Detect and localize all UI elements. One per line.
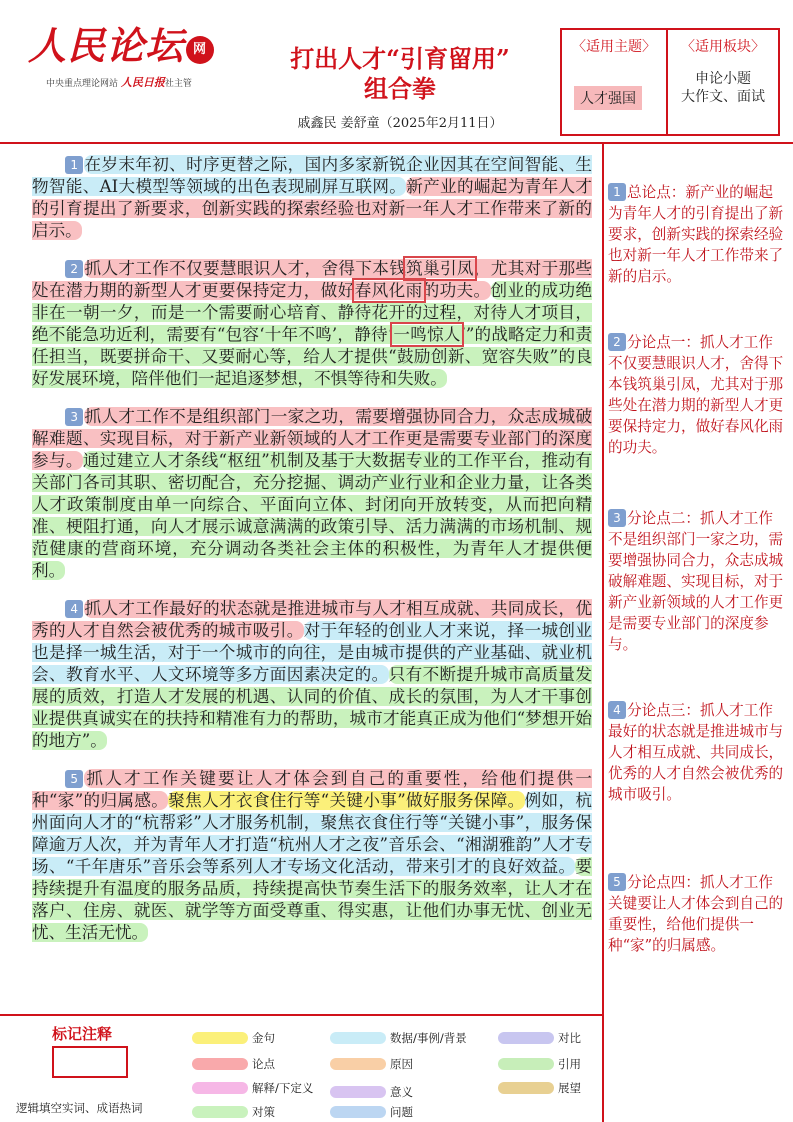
paragraph-3: [32, 406, 592, 582]
legend-item: [330, 1084, 413, 1100]
paragraph-number-badge: 5: [65, 770, 83, 788]
legend-item: [330, 1056, 413, 1072]
paragraph-number-badge: 3: [65, 408, 83, 426]
paragraph-1: [32, 154, 592, 242]
legend-swatch: [498, 1058, 554, 1070]
legend-label: 解释/下定义: [252, 1081, 314, 1095]
sidebar-point: [608, 700, 786, 805]
text-run: ，尤其对于那些处在潜力期的新型人才更要保持定力，做好: [32, 259, 593, 300]
tag-theme-label: 〈适用主题〉: [572, 39, 656, 55]
logo-sub-paper: 人民日报: [120, 76, 165, 89]
tag-section-value: [668, 70, 778, 106]
legend-item: [192, 1104, 275, 1120]
legend-label: 数据/事例/背景: [390, 1031, 467, 1045]
legend-item: [192, 1080, 313, 1096]
legend-swatch: [330, 1032, 386, 1044]
sidebar-point: [608, 508, 786, 655]
argument-highlight: 抓人才工作不是组织部门一家之功，需要增强协同合力，众志成城破解难题、实现目标，对于新产业新领域的人才工作更是需要专业部门的深度参与。: [32, 407, 592, 470]
legend-swatch: [330, 1106, 386, 1118]
golden-sentence-highlight: 聚焦人才衣食住行等“关键小事”做好服务保障。: [168, 791, 525, 810]
legend-swatch: [330, 1058, 386, 1070]
text-run: ’”的战略定力和责任担当，既要拼命干、又要耐心等，给人才提供“鼓励创新、宽容失败”的良好发展环境，陪伴他们一起追逐梦想，不惧等待和失败。: [32, 325, 592, 388]
article-body: [32, 154, 592, 960]
legend-label: 论点: [252, 1057, 275, 1071]
legend-swatch: [498, 1032, 554, 1044]
tag-box: [560, 28, 780, 136]
logo-text: 人民论坛: [28, 23, 185, 68]
paragraph-5: [32, 768, 592, 944]
text-run: 抓人才工作不仅要慧眼识人才，舍得下本钱: [84, 259, 407, 278]
idiom-box: 春风化雨: [354, 281, 423, 300]
column-divider: [602, 142, 604, 1122]
legend-swatch: [498, 1082, 554, 1094]
paragraph-4: [32, 598, 592, 752]
background-highlight: 对于年轻的创业人才来说，择一城创业也是择一城生活，对于一个城市的向往，是由城市提供的产业基础、就业机会、教育水平、人文环境等多方面因素决定的。: [32, 621, 592, 684]
paragraph-2: [32, 258, 592, 390]
legend-label: 意义: [390, 1085, 413, 1099]
sidebar-point: [608, 182, 786, 287]
legend-item: [498, 1056, 581, 1072]
header-divider: [0, 142, 793, 144]
measure-highlight: 只有不断提升城市高质量发展的质效，打造人才发展的机遇、认同的价值、成长的氛围，为人才干事创业提供真诚实在的扶持和精准有力的帮助，城市才能真正成为他们“梦想开始的地方”。: [32, 665, 592, 750]
logo-sub-left: 中央重点理论网站: [46, 79, 119, 89]
example-highlight: 例如，杭州面向人才的“杭帮彩”人才服务机制，聚焦衣食住行等“关键小事”，服务保障逾万人次，并为青年人才打造“杭州人才之夜”音乐会、“湘湖雅韵”人才专场、“千年唐乐”音乐会等系列人才专场文化活动，带来引才的良好效益。: [32, 791, 593, 876]
legend-item: [498, 1030, 581, 1046]
tag-section-label: 〈适用板块〉: [681, 39, 765, 55]
sidebar-point-text: 分论点二：抓人才工作不是组织部门一家之功，需要增强协同合力，众志成城破解难题、实现目标，对于新产业新领域的人才工作更是需要专业部门的深度参与。: [608, 510, 784, 653]
background-highlight: 在岁末年初、时序更替之际，国内多家新锐企业因其在空间智能、生物智能、AI大模型等领域的出色表现刷屏互联网。: [32, 155, 592, 196]
measure-highlight: 要持续提升有温度的服务品质，持续提高快节奏生活下的服务效率，让人才在落户、住房、就医、就学等方面受尊重、得实惠，让他们办事无忧、创业无忧、生活无忧。: [32, 857, 592, 942]
title-line-2: 组合拳: [364, 74, 436, 103]
sidebar-number-badge: 1: [608, 183, 626, 201]
legend-label: 展望: [558, 1081, 581, 1095]
article-title: [250, 44, 550, 104]
sidebar-point-text: 总论点：新产业的崛起为青年人才的引育提出了新要求，创新实践的探索经验也对新一年人才工作带来了新的启示。: [608, 184, 784, 285]
legend-label: 金句: [252, 1031, 275, 1045]
paragraph-number-badge: 2: [65, 260, 83, 278]
legend-box-sample: [52, 1046, 128, 1078]
tag-section-value-2: 大作文、面试: [681, 89, 765, 105]
argument-highlight: 抓人才工作关键要让人才体会到自己的重要性，给他们提供一种“家”的归属感。: [32, 769, 592, 810]
sidebar-number-badge: 2: [608, 333, 626, 351]
site-logo[interactable]: [28, 24, 238, 104]
sidebar-point-text: 分论点三：抓人才工作最好的状态就是推进城市与人才相互成就、共同成长，优秀的人才自然会被优秀的城市吸引。: [608, 702, 784, 803]
legend-swatch: [192, 1106, 248, 1118]
sidebar-number-badge: 4: [608, 701, 626, 719]
legend-label: 对策: [252, 1105, 275, 1119]
page-header: [0, 0, 793, 142]
legend-box-caption: 逻辑填空实词、成语热词: [16, 1101, 143, 1115]
legend-swatch: [192, 1058, 248, 1070]
legend-item: [192, 1030, 275, 1046]
byline: 戚鑫民 姜舒童（2025年2月11日）: [297, 116, 503, 131]
idiom-box: 筑巢引凤: [406, 259, 474, 278]
legend-label: 原因: [390, 1057, 413, 1071]
sidebar-point-text: 分论点四：抓人才工作关键要让人才体会到自己的重要性，给他们提供一种“家”的归属感。: [608, 874, 784, 954]
argument-highlight: 抓人才工作最好的状态就是推进城市与人才相互成就、共同成长，优秀的人才自然会被优秀的城市吸引。: [32, 599, 592, 640]
title-line-1: 打出人才“引育留用”: [290, 44, 510, 73]
legend-swatch: [330, 1086, 386, 1098]
tag-theme-value: 人才强国: [574, 86, 642, 110]
legend-swatch: [192, 1082, 248, 1094]
text-run: 的功夫。: [422, 281, 491, 300]
legend-item: [330, 1030, 467, 1046]
sidebar-point: [608, 872, 786, 956]
sidebar-point-text: 分论点一：抓人才工作不仅要慧眼识人才，舍得下本钱筑巢引凤，尤其对于那些处在潜力期的新型人才更要保持定力，做好春风化雨的功夫。: [608, 334, 784, 456]
legend-title: 标记注释: [52, 1025, 113, 1043]
idiom-box: 一鸣惊人: [393, 325, 461, 344]
paragraph-number-badge: 4: [65, 600, 83, 618]
legend-item: [330, 1104, 413, 1120]
measure-highlight: 通过建立人才条线“枢纽”机制及基于大数据专业的工作平台，推动有关部门各司其职、密切配合，充分挖掘、调动产业行业和企业力量，让各类人才政策制度由单一向综合、平面向立体、封闭向开放转变，从而把向精准、梗阻打通，向人才展示诚意满满的政策引导、活力满满的市场机制、规范健康的营商环境，充分调动各类社会主体的积极性，为青年人才提供便利。: [32, 451, 592, 580]
sidebar-point: [608, 332, 786, 458]
legend-label: 对比: [558, 1031, 581, 1045]
logo-sub-right: 社主管: [164, 79, 192, 89]
legend-item: [192, 1056, 275, 1072]
legend-divider: [0, 1014, 602, 1016]
sidebar-number-badge: 5: [608, 873, 626, 891]
text-run: 创业的成功绝非在一朝一夕，而是一个需要耐心培育、静待花开的过程，对待人才项目，绝不能急功近利，需要有“包容‘十年不鸣’，静待‘: [32, 281, 593, 344]
tag-section-value-1: 申论小题: [695, 71, 751, 87]
legend-label: 问题: [390, 1105, 413, 1119]
legend-label: 引用: [558, 1057, 581, 1071]
paragraph-number-badge: 1: [65, 156, 83, 174]
sidebar-number-badge: 3: [608, 509, 626, 527]
legend-swatch: [192, 1032, 248, 1044]
thesis-highlight: 新产业的崛起为青年人才的引育提出了新要求，创新实践的探索经验也对新一年人才工作带来了新的启示。: [32, 177, 593, 240]
logo-net-badge: 网: [186, 36, 214, 64]
legend-item: [498, 1080, 581, 1096]
logo-subtitle: [28, 74, 238, 90]
